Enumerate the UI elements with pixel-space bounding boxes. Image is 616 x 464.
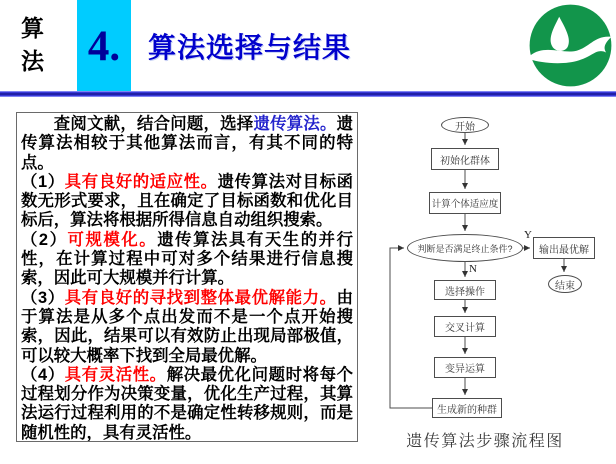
flowchart-caption: 遗传算法步骤流程图 (406, 433, 564, 450)
flow-node-mutation: 变异运算 (434, 357, 496, 378)
item-highlight: 具有良好的寻找到整体最优解能力。 (64, 288, 337, 307)
section-number: 4. (87, 23, 121, 70)
flow-node-output-best: 输出最优解 (533, 237, 595, 259)
item-text: 由于算法是从多个点出发而不是一个点开始搜索，因此，结果可以有效防止出现局部极值，可以较大概率下找到全局最优解。 (21, 288, 354, 365)
keyword-genetic-algorithm: 遗传算法。 (253, 115, 337, 133)
item-number: （1） (21, 172, 65, 191)
item-number: （2） (21, 230, 68, 249)
section-number-box (77, 0, 131, 91)
intro-paragraph (21, 115, 353, 173)
text-panel (16, 112, 358, 442)
item-highlight: 具有灵活性。 (64, 365, 167, 384)
feature-item-2 (21, 231, 353, 289)
flow-node-crossover: 交叉计算 (434, 316, 496, 337)
page-title: 算法选择与结果 (148, 32, 352, 63)
flow-node-init-population: 初始化群体 (431, 148, 499, 170)
flow-loopback-line (390, 248, 432, 408)
item-highlight: 可规模化。 (67, 230, 158, 249)
branch-label-yes: Y (524, 229, 532, 241)
branch-label-no: N (469, 263, 477, 275)
flow-node-decision: 判断是否满足终止条件? (407, 234, 523, 262)
intro-pre: 查阅文献，结合问题，选择 (53, 115, 254, 133)
item-number: （4） (21, 365, 65, 384)
corner-label: 算法 (21, 15, 44, 75)
flow-node-end: 结束 (548, 275, 582, 293)
intro-post: 遗传算法相较于其他算法而言，有其不同的特点。 (21, 115, 354, 172)
item-highlight: 具有良好的适应性。 (64, 172, 218, 191)
feature-item-4 (21, 366, 353, 442)
item-text: 遗传算法对目标函数无形式要求，且在确定了目标函数和优化目标后，算法将根据所得信息自动组织搜索。 (21, 172, 354, 230)
feature-item-1 (21, 173, 353, 231)
flow-node-new-population: 生成新的种群 (432, 398, 502, 418)
water-conservation-logo (527, 2, 614, 89)
flow-node-fitness: 计算个体适应度 (429, 192, 501, 214)
header-divider (0, 91, 616, 97)
feature-item-3 (21, 289, 353, 366)
flowchart (380, 108, 616, 464)
flow-node-selection: 选择操作 (434, 280, 496, 300)
item-number: （3） (21, 288, 65, 307)
item-text: 遗传算法具有天生的并行性，在计算过程中可对多个结果进行信息搜索，因此可大规模并行计算。 (21, 230, 353, 288)
flow-node-start: 开始 (441, 117, 489, 133)
item-text: 解决最优化问题时将每个过程划分作为决策变量，优化生产过程，其算法运行过程利用的不是确定性转移规则，而是随机性的，具有灵活性。 (21, 365, 354, 442)
